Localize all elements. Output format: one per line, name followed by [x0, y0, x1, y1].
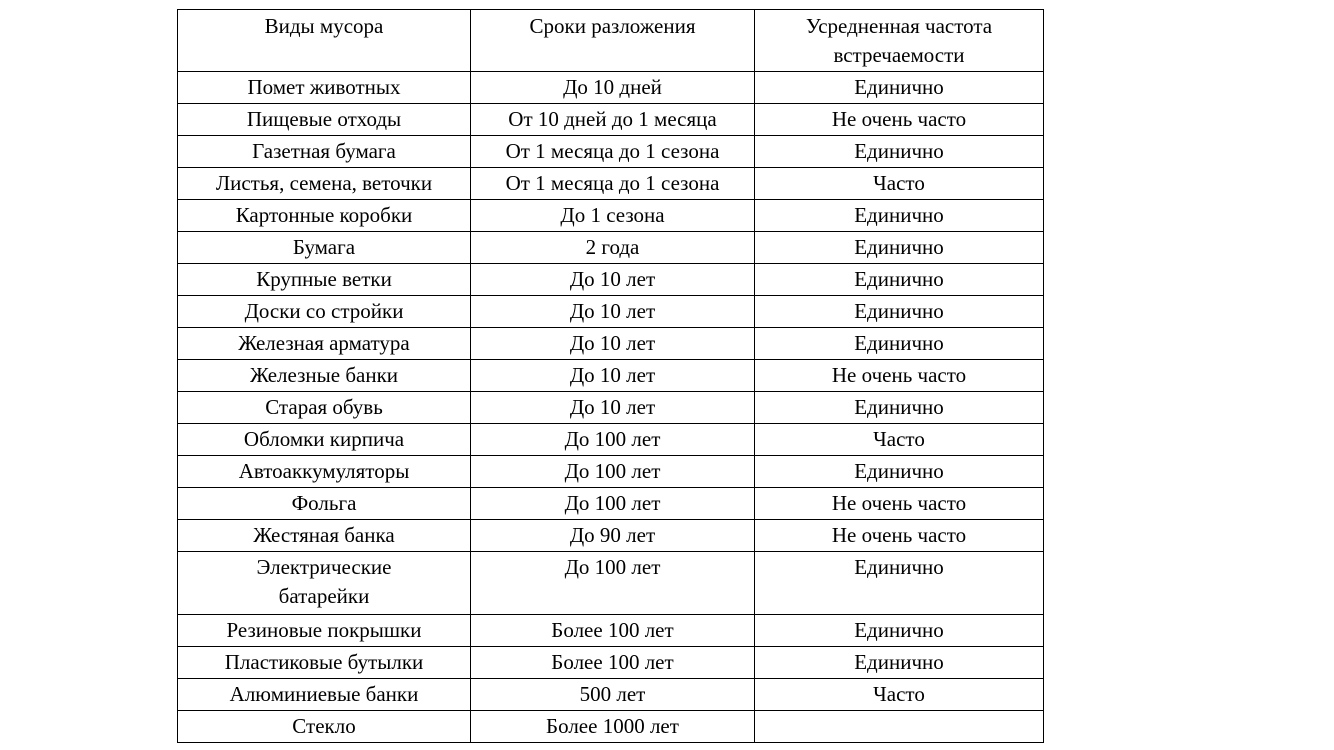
cell-frequency: Единично — [755, 296, 1044, 328]
header-waste-type: Виды мусора — [178, 10, 471, 72]
table-row — [178, 72, 1044, 104]
cell-decomposition-time: До 10 лет — [471, 360, 755, 392]
cell-frequency: Часто — [755, 168, 1044, 200]
cell-frequency: Не очень часто — [755, 520, 1044, 552]
cell-waste-type: Стекло — [178, 711, 471, 743]
cell-waste-type: Электрические батарейки — [178, 552, 471, 615]
cell-frequency: Часто — [755, 679, 1044, 711]
cell-waste-type: Фольга — [178, 488, 471, 520]
cell-waste-type: Картонные коробки — [178, 200, 471, 232]
cell-frequency: Единично — [755, 264, 1044, 296]
cell-decomposition-time: 500 лет — [471, 679, 755, 711]
cell-frequency: Единично — [755, 72, 1044, 104]
cell-waste-type: Листья, семена, веточки — [178, 168, 471, 200]
cell-waste-type: Жестяная банка — [178, 520, 471, 552]
cell-decomposition-time: 2 года — [471, 232, 755, 264]
cell-frequency — [755, 711, 1044, 743]
table-row — [178, 520, 1044, 552]
cell-waste-type: Пищевые отходы — [178, 104, 471, 136]
cell-decomposition-time: До 10 лет — [471, 392, 755, 424]
cell-decomposition-time: Более 100 лет — [471, 647, 755, 679]
cell-frequency: Единично — [755, 200, 1044, 232]
cell-waste-type: Бумага — [178, 232, 471, 264]
cell-decomposition-time: До 10 лет — [471, 264, 755, 296]
table-row — [178, 552, 1044, 615]
cell-decomposition-time: Более 1000 лет — [471, 711, 755, 743]
cell-decomposition-time: До 10 дней — [471, 72, 755, 104]
table-row — [178, 488, 1044, 520]
cell-waste-type: Доски со стройки — [178, 296, 471, 328]
cell-decomposition-time: От 1 месяца до 1 сезона — [471, 136, 755, 168]
cell-frequency: Единично — [755, 136, 1044, 168]
cell-frequency: Единично — [755, 552, 1044, 615]
cell-decomposition-time: До 100 лет — [471, 552, 755, 615]
table-row — [178, 168, 1044, 200]
cell-waste-type: Помет животных — [178, 72, 471, 104]
cell-decomposition-time: От 1 месяца до 1 сезона — [471, 168, 755, 200]
table-row — [178, 328, 1044, 360]
table-row — [178, 456, 1044, 488]
table-row — [178, 264, 1044, 296]
table-row — [178, 296, 1044, 328]
table-row — [178, 232, 1044, 264]
cell-waste-type: Крупные ветки — [178, 264, 471, 296]
cell-frequency: Единично — [755, 392, 1044, 424]
header-frequency: Усредненная частота встречаемости — [755, 10, 1044, 72]
cell-decomposition-time: До 90 лет — [471, 520, 755, 552]
table-row — [178, 647, 1044, 679]
cell-decomposition-time: От 10 дней до 1 месяца — [471, 104, 755, 136]
cell-decomposition-time: До 10 лет — [471, 296, 755, 328]
cell-decomposition-time: До 1 сезона — [471, 200, 755, 232]
cell-frequency: Не очень часто — [755, 360, 1044, 392]
table-row — [178, 711, 1044, 743]
cell-waste-type: Железные банки — [178, 360, 471, 392]
table-row — [178, 615, 1044, 647]
header-decomposition-time: Сроки разложения — [471, 10, 755, 72]
cell-waste-type: Резиновые покрышки — [178, 615, 471, 647]
cell-frequency: Единично — [755, 328, 1044, 360]
cell-waste-type: Старая обувь — [178, 392, 471, 424]
cell-decomposition-time: До 100 лет — [471, 488, 755, 520]
cell-decomposition-time: До 10 лет — [471, 328, 755, 360]
table-row — [178, 392, 1044, 424]
cell-decomposition-time: До 100 лет — [471, 424, 755, 456]
cell-frequency: Не очень часто — [755, 104, 1044, 136]
cell-waste-type: Пластиковые бутылки — [178, 647, 471, 679]
cell-decomposition-time: До 100 лет — [471, 456, 755, 488]
cell-frequency: Единично — [755, 456, 1044, 488]
cell-frequency: Часто — [755, 424, 1044, 456]
cell-waste-type: Газетная бумага — [178, 136, 471, 168]
cell-waste-type: Алюминиевые банки — [178, 679, 471, 711]
table-row — [178, 104, 1044, 136]
table-row — [178, 136, 1044, 168]
table-row — [178, 679, 1044, 711]
cell-frequency: Не очень часто — [755, 488, 1044, 520]
cell-waste-type: Железная арматура — [178, 328, 471, 360]
table-row — [178, 200, 1044, 232]
cell-waste-type: Обломки кирпича — [178, 424, 471, 456]
waste-decomposition-table — [177, 9, 1044, 743]
table-header-row — [178, 10, 1044, 72]
table-row — [178, 360, 1044, 392]
cell-waste-type: Автоаккумуляторы — [178, 456, 471, 488]
table-row — [178, 424, 1044, 456]
cell-frequency: Единично — [755, 232, 1044, 264]
cell-decomposition-time: Более 100 лет — [471, 615, 755, 647]
cell-frequency: Единично — [755, 615, 1044, 647]
cell-frequency: Единично — [755, 647, 1044, 679]
